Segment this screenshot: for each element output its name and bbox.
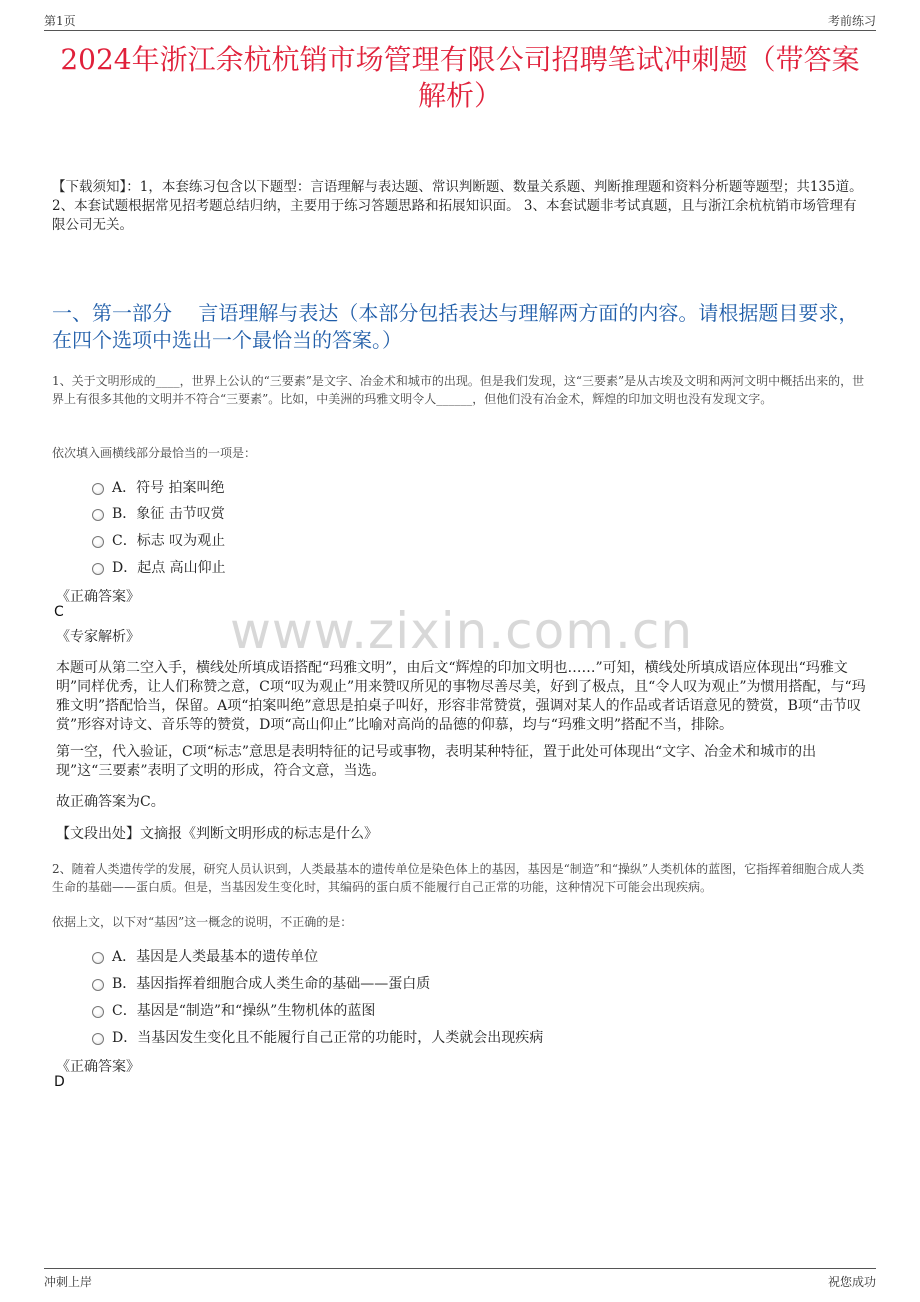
option-label: A．基因是人类最基本的遗传单位: [112, 949, 319, 965]
analysis-paragraph: 本题可从第二空入手，横线处所填成语搭配“玛雅文明”，由后文“辉煌的印加文明也……”可知，横线处所填成语应体现出“玛雅文明”同样优秀，让人们称赞之意，C项“叹为观止”用来赞叹所见的事物尽善尽美，好到了极点，且“令人叹为观止”为惯用搭配，与“玛雅文明”搭配恰当，保留。A项“拍案叫绝”意思是拍桌子叫好，形容非常赞赏，强调对某人的作品或者话语意见的赞赏，B项“击节叹赏”形容对诗文、音乐等的赞赏，D项“高山仰止”比喻对高尚的品德的仰慕，均与“玛雅文明”搭配不当，排除。: [56, 660, 866, 733]
radio-icon[interactable]: [92, 483, 104, 495]
radio-icon[interactable]: [92, 952, 104, 964]
footer-left-text: 冲刺上岸: [44, 1275, 93, 1289]
question-1-option-c[interactable]: [92, 530, 225, 550]
section-heading: 一、第一部分 言语理解与表达（本部分包括表达与理解两方面的内容。请根据题目要求，在四个选项中选出一个最恰当的答案。）: [52, 301, 859, 352]
download-notice: 【下载须知】：1，本套练习包含以下题型：言语理解与表达题、常识判断题、数量关系题、判断推理题和资料分析题等题型；共135道。 2、本套试题根据常见招考题总结归纳，主要用于练习答题思路和拓展知识面。 3、本套试题非考试真题，且与浙江余杭杭销市场管理有限公司无关。: [52, 179, 863, 233]
page-footer: [44, 1268, 876, 1289]
header-tag: 考前练习: [827, 14, 876, 28]
option-label: C．基因是“制造”和“操纵”生物机体的蓝图: [112, 1003, 376, 1019]
question-1-option-d[interactable]: [92, 557, 226, 577]
document-title: 2024年浙江余杭杭销市场管理有限公司招聘笔试冲刺题（带答案解析）: [60, 43, 860, 112]
radio-icon[interactable]: [92, 509, 104, 521]
question-1-stem: 1、关于文明形成的____，世界上公认的“三要素”是文字、冶金术和城市的出现。但是我们发现，这“三要素”是从古埃及文明和两河文明中概括出来的，世界上有很多其他的文明并不符合“三要素”。比如，中美洲的玛雅文明令人______，但他们没有冶金术，辉煌的印加文明也没有发现文字。: [52, 374, 865, 406]
option-label: A．符号 拍案叫绝: [112, 480, 225, 496]
radio-icon[interactable]: [92, 1033, 104, 1045]
radio-icon[interactable]: [92, 979, 104, 991]
question-2-option-c[interactable]: [92, 1000, 375, 1020]
question-1-answer-label: 《正确答案》: [56, 589, 140, 605]
question-1-option-a[interactable]: [92, 477, 225, 497]
footer-right-text: 祝您成功: [827, 1275, 876, 1289]
watermark: www.zixin.com.cn: [230, 602, 694, 660]
analysis-conclusion: 故正确答案为C。: [56, 794, 165, 810]
question-1-prompt: 依次填入画横线部分最恰当的一项是：: [52, 446, 257, 460]
question-2-answer-label: 《正确答案》: [56, 1059, 140, 1075]
question-1-analysis-label: 《专家解析》: [56, 629, 140, 645]
option-label: B．基因指挥着细胞合成人类生命的基础——蛋白质: [112, 976, 431, 992]
radio-icon[interactable]: [92, 563, 104, 575]
question-1-answer: C: [54, 604, 64, 620]
question-2-stem: 2、随着人类遗传学的发展，研究人员认识到，人类最基本的遗传单位是染色体上的基因，基因是“制造”和“操纵”人类机体的蓝图，它指挥着细胞合成人类生命的基础——蛋白质。但是，当基因发生变化时，其编码的蛋白质不能履行自己正常的功能，这种情况下可能会出现疾病。: [52, 862, 865, 894]
radio-icon[interactable]: [92, 1006, 104, 1018]
question-2-option-a[interactable]: [92, 946, 318, 966]
option-label: D．当基因发生变化且不能履行自己正常的功能时，人类就会出现疾病: [112, 1030, 544, 1046]
page-number: 第1页: [44, 14, 76, 28]
radio-icon[interactable]: [92, 536, 104, 548]
option-label: B．象征 击节叹赏: [112, 506, 225, 522]
question-2-prompt: 依据上文，以下对“基因”这一概念的说明，不正确的是：: [52, 915, 353, 929]
option-label: C．标志 叹为观止: [112, 533, 226, 549]
option-label: D．起点 高山仰止: [112, 560, 226, 576]
question-2-option-b[interactable]: [92, 973, 430, 993]
analysis-paragraph: 第一空，代入验证，C项“标志”意思是表明特征的记号或事物，表明某种特征，置于此处可体现出“文字、冶金术和城市的出现”这“三要素”表明了文明的形成，符合文意，当选。: [56, 744, 817, 779]
question-2-answer: D: [54, 1074, 65, 1090]
question-1-option-b[interactable]: [92, 503, 225, 523]
page-header: [44, 12, 876, 31]
question-2-option-d[interactable]: [92, 1027, 543, 1047]
source-citation: 【文段出处】文摘报《判断文明形成的标志是什么》: [56, 826, 378, 842]
